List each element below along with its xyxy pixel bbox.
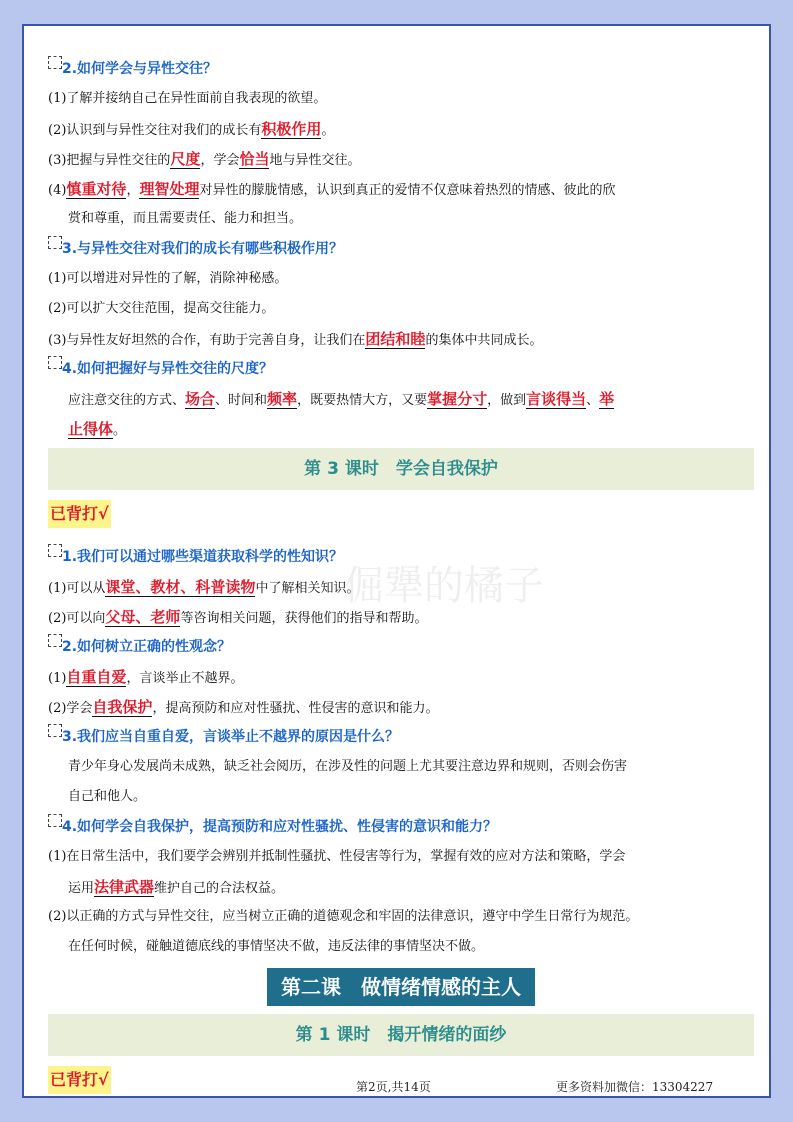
key-term: 尺度 [170,150,201,168]
checkbox-icon[interactable] [48,724,62,737]
key-term: 积极作用 [261,120,322,138]
answer-line: 在任何时候，碰触道德底线的事情坚决不做，违反法律的事情坚决不做。 [68,939,485,954]
key-term: 自我保护 [92,698,153,716]
answer-line: (1)了解并接纳自己在异性面前自我表现的欲望。 [48,91,327,106]
section-band: 第 1 课时 揭开情绪的面纱 [48,1014,754,1056]
key-term: 止得体 [68,420,114,438]
answer-line: 止得体。 [68,420,127,438]
contact-info: 更多资料加微信：13304227 [556,1080,714,1094]
question-heading: 3.与异性交往对我们的成长有哪些积极作用？ [48,234,754,264]
content [48,54,754,1108]
answer-line: (2)可以向父母、老师等咨询相关问题，获得他们的指导和帮助。 [48,608,428,626]
checkbox-icon[interactable] [48,634,62,647]
key-term: 慎重对待 [66,180,127,198]
answer-line: (1)在日常生活中，我们要学会辨别并抵制性骚扰、性侵害等行为，掌握有效的应对方法和策略，学会 [48,849,626,864]
question-heading: 4.如何把握好与异性交往的尺度？ [48,354,754,384]
question-heading: 1.我们可以通过哪些渠道获取科学的性知识？ [48,542,754,572]
answer-line: 应注意交往的方式、场合、时间和频率，既要热情大方，又要掌握分寸，做到言谈得当、举 [68,390,615,408]
answer-line: (4)慎重对待，理智处理对异性的朦胧情感，认识到真正的爱情不仅意味着热烈的情感、彼此的欣 [48,180,616,198]
key-term: 父母、老师 [105,608,181,626]
question-heading: 3.我们应当自重自爱，言谈举止不越界的原因是什么？ [48,722,754,752]
checkbox-icon[interactable] [48,56,62,69]
answer-line: (1)自重自爱，言谈举止不越界。 [48,668,244,686]
key-term: 举 [599,390,615,408]
checkbox-icon[interactable] [48,236,62,249]
section-band: 第 3 课时 学会自我保护 [48,448,754,490]
answer-line: (2)以正确的方式与异性交往，应当树立正确的道德观念和牢固的法律意识，遵守中学生日常行为规范。 [48,909,639,924]
answer-line: 运用法律武器维护自己的合法权益。 [68,878,285,896]
answer-line: 青少年身心发展尚未成熟，缺乏社会阅历，在涉及性的问题上尤其要注意边界和规则，否则会伤害 [68,759,628,774]
answer-line: (2)认识到与异性交往对我们的成长有积极作用。 [48,120,335,138]
memorized-badge: 已背打√ [48,500,111,528]
key-term: 团结和睦 [365,330,426,348]
checkbox-icon[interactable] [48,544,62,557]
answer-line: 自己和他人。 [68,789,147,804]
document-page [22,24,771,1098]
lesson-title: 第二课 做情绪情感的主人 [267,968,535,1006]
key-term: 法律武器 [94,878,155,896]
key-term: 掌握分寸 [427,390,488,408]
key-term: 课堂、教材、科普读物 [105,578,256,596]
page-number: 第2页,共14页 [356,1080,431,1094]
answer-line: (2)可以扩大交往范围，提高交往能力。 [48,301,275,316]
key-term: 场合 [185,390,216,408]
checkbox-icon[interactable] [48,814,62,827]
answer-line: 赏和尊重，而且需要责任、能力和担当。 [68,211,303,226]
answer-line: (3)把握与异性交往的尺度，学会恰当地与异性交往。 [48,150,361,168]
checkbox-icon[interactable] [48,356,62,369]
question-heading: 2.如何学会与异性交往？ [48,54,754,84]
key-term: 自重自爱 [66,668,127,686]
question-heading: 2.如何树立正确的性观念？ [48,632,754,662]
watermark: 倔犟的橘子 [344,563,544,609]
answer-line: (1)可以从课堂、教材、科普读物中了解相关知识。 [48,578,360,596]
answer-line: (1)可以增进对异性的了解，消除神秘感。 [48,271,288,286]
question-heading: 4.如何学会自我保护，提高预防和应对性骚扰、性侵害的意识和能力？ [48,812,754,842]
key-term: 言谈得当 [526,390,587,408]
memorized-badge: 已背打√ [48,1066,111,1094]
key-term: 理智处理 [139,180,200,198]
key-term: 恰当 [239,150,270,168]
key-term: 频率 [267,390,298,408]
answer-line: (3)与异性友好坦然的合作，有助于完善自身，让我们在团结和睦的集体中共同成长。 [48,330,543,348]
answer-line: (2)学会自我保护，提高预防和应对性骚扰、性侵害的意识和能力。 [48,698,439,716]
